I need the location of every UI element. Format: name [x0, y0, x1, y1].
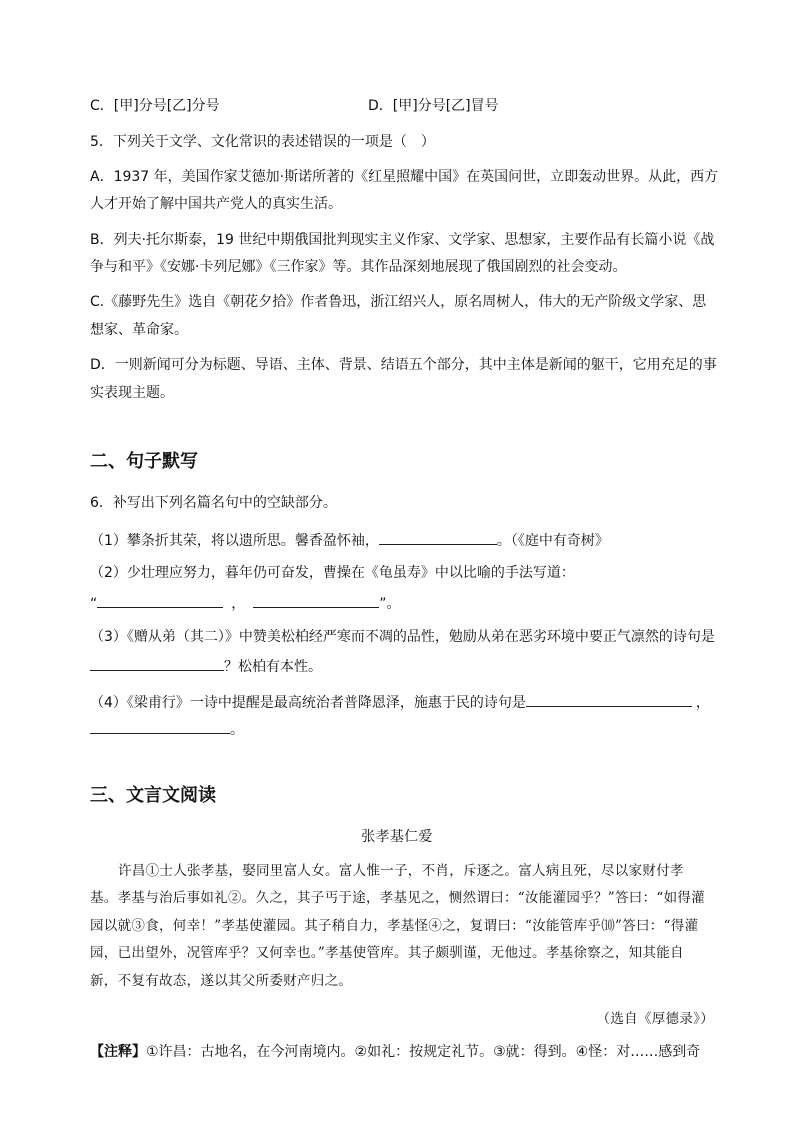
q5-option-d-line2: 实表现主题。 [90, 385, 174, 401]
open-quote: “ [90, 596, 98, 612]
passage-line-2: 基。孝基与治后事如礼②。久之，其子丐于途，孝基见之，恻然谓曰：“汝能灌园乎？”答曰：“如得灌 [90, 890, 706, 906]
passage-title: 张孝基仁爱 [361, 829, 433, 845]
q5-option-c-line1: C.《藤野先生》选自《朝花夕拾》作者鲁迅，浙江绍兴人，原名周树人，伟大的无产阶级文学家、思 [90, 294, 707, 310]
q6-item-3-line2 [90, 654, 322, 677]
annotation-text: ①许昌：古地名，在今河南境内。②如礼：按规定礼节。③就：得到。④怪：对……感到奇 [146, 1044, 701, 1060]
q5-option-b-line1: B．列夫·托尔斯泰，19 世纪中期俄国批判现实主义作家、文学家、思想家，主要作品有长篇小说《战 [90, 232, 715, 248]
q5-option-d-line1: D．一则新闻可分为标题、导语、主体、背景、结语五个部分，其中主体是新闻的躯干，它用充足的事 [90, 357, 717, 373]
passage-line-4: 园，已出望外，况管库乎？又何幸也。”孝基使管库。其子颇驯谨，无他过。孝基徐察之，知其能自 [90, 945, 684, 961]
section-title-classical-reading: 三、文言文阅读 [90, 785, 216, 806]
close-quote: ”。 [379, 596, 401, 612]
answer-blank[interactable] [379, 528, 497, 545]
answer-blank[interactable] [90, 654, 224, 671]
q6-item-1-prefix: （1）攀条折其荣，将以遗所思。馨香盈怀袖， [90, 533, 379, 549]
annotation-label: 【注释】 [90, 1044, 146, 1060]
q5-option-b-line2: 争与和平》《安娜·卡列尼娜》《三作家》等。其作品深刻地展现了俄国剧烈的社会变动。 [90, 259, 627, 275]
q5-option-a-line1: A．1937 年，美国作家艾德加·斯诺所著的《红星照耀中国》在英国问世，立即轰动世界。从此，西方 [90, 169, 719, 185]
passage-line-1: 许昌①士人张孝基，娶同里富人女。富人惟一子，不肖，斥逐之。富人病且死，尽以家财付孝 [118, 863, 684, 879]
q6-item-4-line2 [90, 717, 244, 740]
answer-blank[interactable] [253, 591, 379, 608]
q6-item-2-line1: （2）少壮理应努力，暮年仍可奋发，曹操在《龟虽寿》中以比喻的手法写道： [90, 565, 575, 581]
q4-option-c [90, 96, 220, 116]
answer-blank[interactable] [90, 717, 230, 734]
q6-item-1-suffix: 。（《庭中有奇树》 [496, 533, 609, 549]
q6-item-4-prefix: （4）《梁甫行》一诗中提醒是最高统治者普降恩泽，施惠于民的诗句是 [90, 695, 526, 711]
q4-option-d-text: D．[甲]分号[乙]冒号 [368, 98, 499, 114]
q5-option-a-line2: 人才开始了解中国共产党人的真实生活。 [90, 196, 342, 212]
passage-line-3: 园以就③食，何幸！”孝基使灌园。其子稍自力，孝基怪④之，复谓曰：“汝能管库乎⑽”答曰：“得灌 [90, 918, 699, 934]
comma: ， [231, 596, 246, 612]
q6-item-4-line1 [90, 690, 710, 713]
annotation-line [90, 1042, 700, 1062]
q4-option-c-text: C．[甲]分号[乙]分号 [90, 98, 220, 114]
q5-option-c-line2: 想家、革命家。 [90, 322, 188, 338]
passage-line-5: 新，不复有故态，遂以其父所委财产归之。 [90, 973, 353, 989]
passage-source: （选自《厚德录》） [596, 1011, 714, 1027]
period: 。 [230, 722, 244, 738]
q4-option-d [368, 96, 499, 116]
comma: ， [695, 695, 710, 711]
q6-item-1 [90, 528, 609, 551]
q6-item-3-line1: （3）《赠从弟（其二）》中赞美松柏经严寒而不凋的品性，勉励从弟在恶劣环境中要正气凛然的诗句是 [90, 629, 715, 645]
answer-blank[interactable] [97, 591, 223, 608]
q6-item-2-line2 [90, 591, 401, 614]
q5-stem: 5．下列关于文学、文化常识的表述错误的一项是（ ） [90, 134, 435, 150]
q6-stem: 6．补写出下列名篇名句中的空缺部分。 [90, 495, 337, 511]
answer-blank[interactable] [526, 690, 692, 707]
q6-item-3-suffix: ？松柏有本性。 [224, 659, 322, 675]
section-title-sentence-dictation: 二、句子默写 [90, 451, 198, 472]
